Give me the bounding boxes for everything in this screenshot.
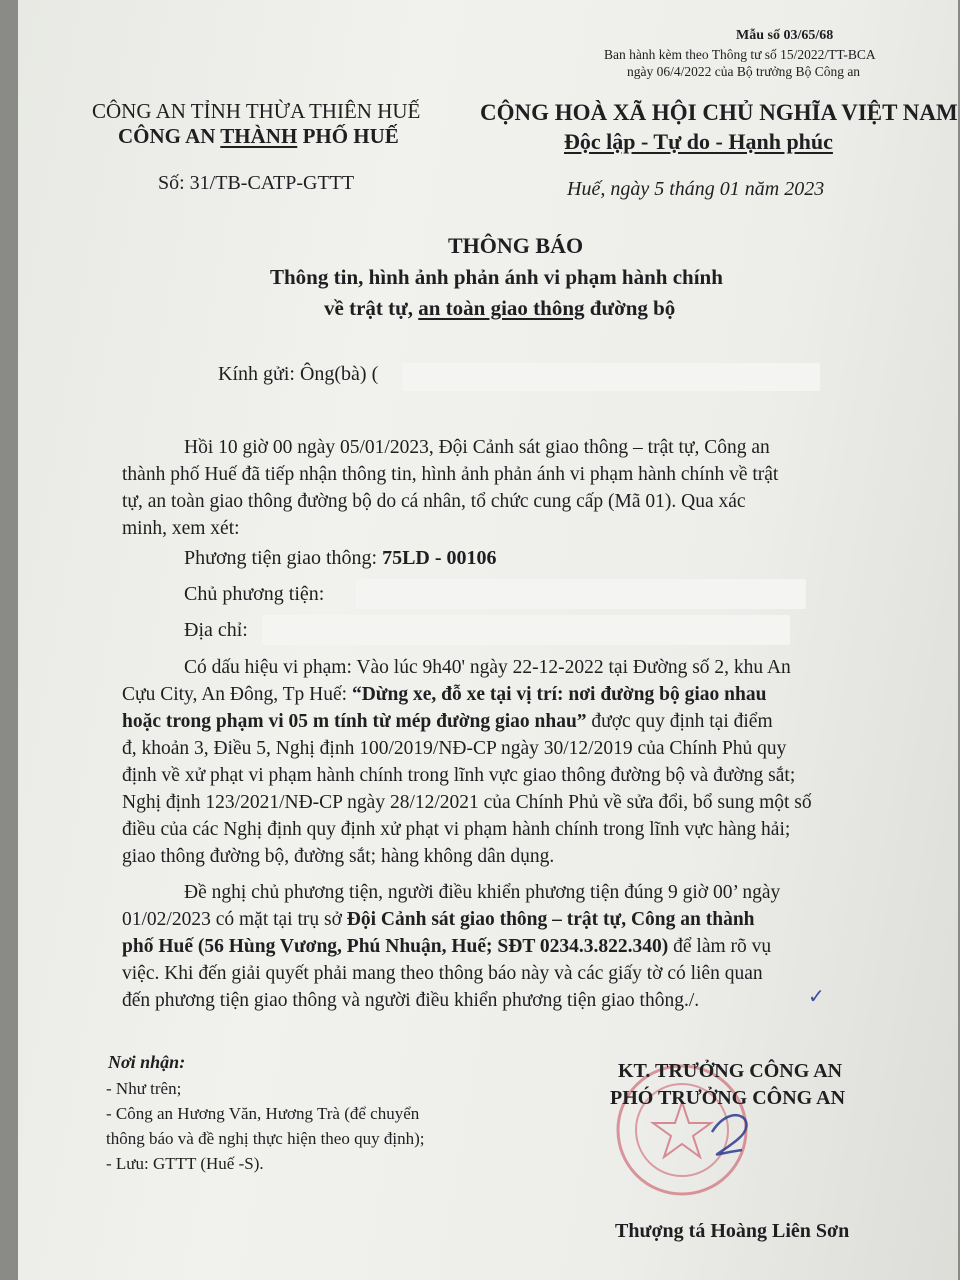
place-date: Huế, ngày 5 tháng 01 năm 2023 xyxy=(567,178,825,200)
document-subtitle-2: về trật tự, an toàn giao thông đường bộ xyxy=(324,296,676,320)
recipients-item: - Lưu: GTTT (Huế -S). xyxy=(106,1154,264,1173)
redacted-name xyxy=(402,363,820,391)
vehicle-line: Phương tiện giao thông: 75LD - 00106 xyxy=(184,547,497,569)
form-issued-line1: Ban hành kèm theo Thông tư số 15/2022/TT-BCA xyxy=(604,47,876,62)
request-paragraph: Đề nghị chủ phương tiện, người điều khiển phương tiện đúng 9 giờ 00’ ngày 01/02/2023 có mặt tại trụ sở Đội Cảnh sát giao thông – trật tự, Công an thành phố Huế (56 Hùng Vương, Phú Nhuận, Huế; SĐT 0234.3.822.340) để làm rõ vụ việc. Khi đến giải quyết phải mang theo thông báo này và các giấy tờ có liên quan đến phương tiện giao thông và người điều khiển phương tiện giao thông./. xyxy=(122,882,781,1011)
agency-parent: CÔNG AN TỈNH THỪA THIÊN HUẾ xyxy=(92,99,421,123)
redacted-address xyxy=(262,615,790,645)
signature-line-1: KT. TRƯỞNG CÔNG AN xyxy=(618,1060,843,1082)
owner-label: Chủ phương tiện: xyxy=(184,583,325,605)
state-motto: Độc lập - Tự do - Hạnh phúc xyxy=(564,129,833,154)
check-mark-icon: ✓ xyxy=(808,986,825,1008)
recipients-item: - Công an Hương Văn, Hương Trà (để chuyển xyxy=(106,1104,420,1123)
state-title: CỘNG HOÀ XÃ HỘI CHỦ NGHĨA VIỆT NAM xyxy=(480,100,958,125)
violation-paragraph: Có dấu hiệu vi phạm: Vào lúc 9h40' ngày 22-12-2022 tại Đường số 2, khu An Cựu City, An Đông, Tp Huế: “Dừng xe, đỗ xe tại vị trí: nơi đường bộ giao nhau hoặc trong phạm vi 05 m tính từ mép đường giao nhau” được quy định tại điểm đ, khoản 3, Điều 5, Nghị định 100/2019/NĐ-CP ngày 30/12/2019 của Chính Phủ quy định về xử phạt vi phạm hành chính trong lĩnh vực giao thông đường bộ và đường sắt; Nghị định 123/2021/NĐ-CP ngày 28/12/2021 của Chính Phủ về sửa đổi, bổ sung một số điều của các Nghị định quy định xử phạt vi phạm hành chính trong lĩnh vực hàng hải; giao thông đường bộ, đường sắt; hàng không dân dụng. xyxy=(122,657,812,867)
recipient-label: Kính gửi: Ông(bà) ( xyxy=(218,363,379,385)
document-type: THÔNG BÁO xyxy=(448,233,584,258)
address-label: Địa chỉ: xyxy=(184,619,248,641)
redacted-owner xyxy=(356,579,806,609)
form-issued-line2: ngày 06/4/2022 của Bộ trưởng Bộ Công an xyxy=(627,64,861,79)
recipients-item: - Như trên; xyxy=(106,1079,182,1098)
document-number: Số: 31/TB-CATP-GTTT xyxy=(158,172,355,194)
recipients-title: Nơi nhận: xyxy=(108,1052,186,1072)
document-subtitle-1: Thông tin, hình ảnh phản ánh vi phạm hành chính xyxy=(270,265,723,289)
intro-paragraph: Hồi 10 giờ 00 ngày 05/01/2023, Đội Cảnh sát giao thông – trật tự, Công an thành phố Huế đã tiếp nhận thông tin, hình ảnh phản ánh vi phạm hành chính về trật tự, an toàn giao thông đường bộ do cá nhân, tổ chức cung cấp (Mã 01). Qua xác minh, xem xét: xyxy=(122,437,779,539)
signer-name: Thượng tá Hoàng Liên Sơn xyxy=(615,1220,850,1242)
recipients-item: thông báo và đề nghị thực hiện theo quy định); xyxy=(106,1129,425,1148)
agency-name: CÔNG AN THÀNH PHỐ HUẾ xyxy=(118,124,399,148)
signature-line-2: PHÓ TRƯỞNG CÔNG AN xyxy=(610,1087,846,1109)
form-code: Mẫu số 03/65/68 xyxy=(736,28,834,43)
